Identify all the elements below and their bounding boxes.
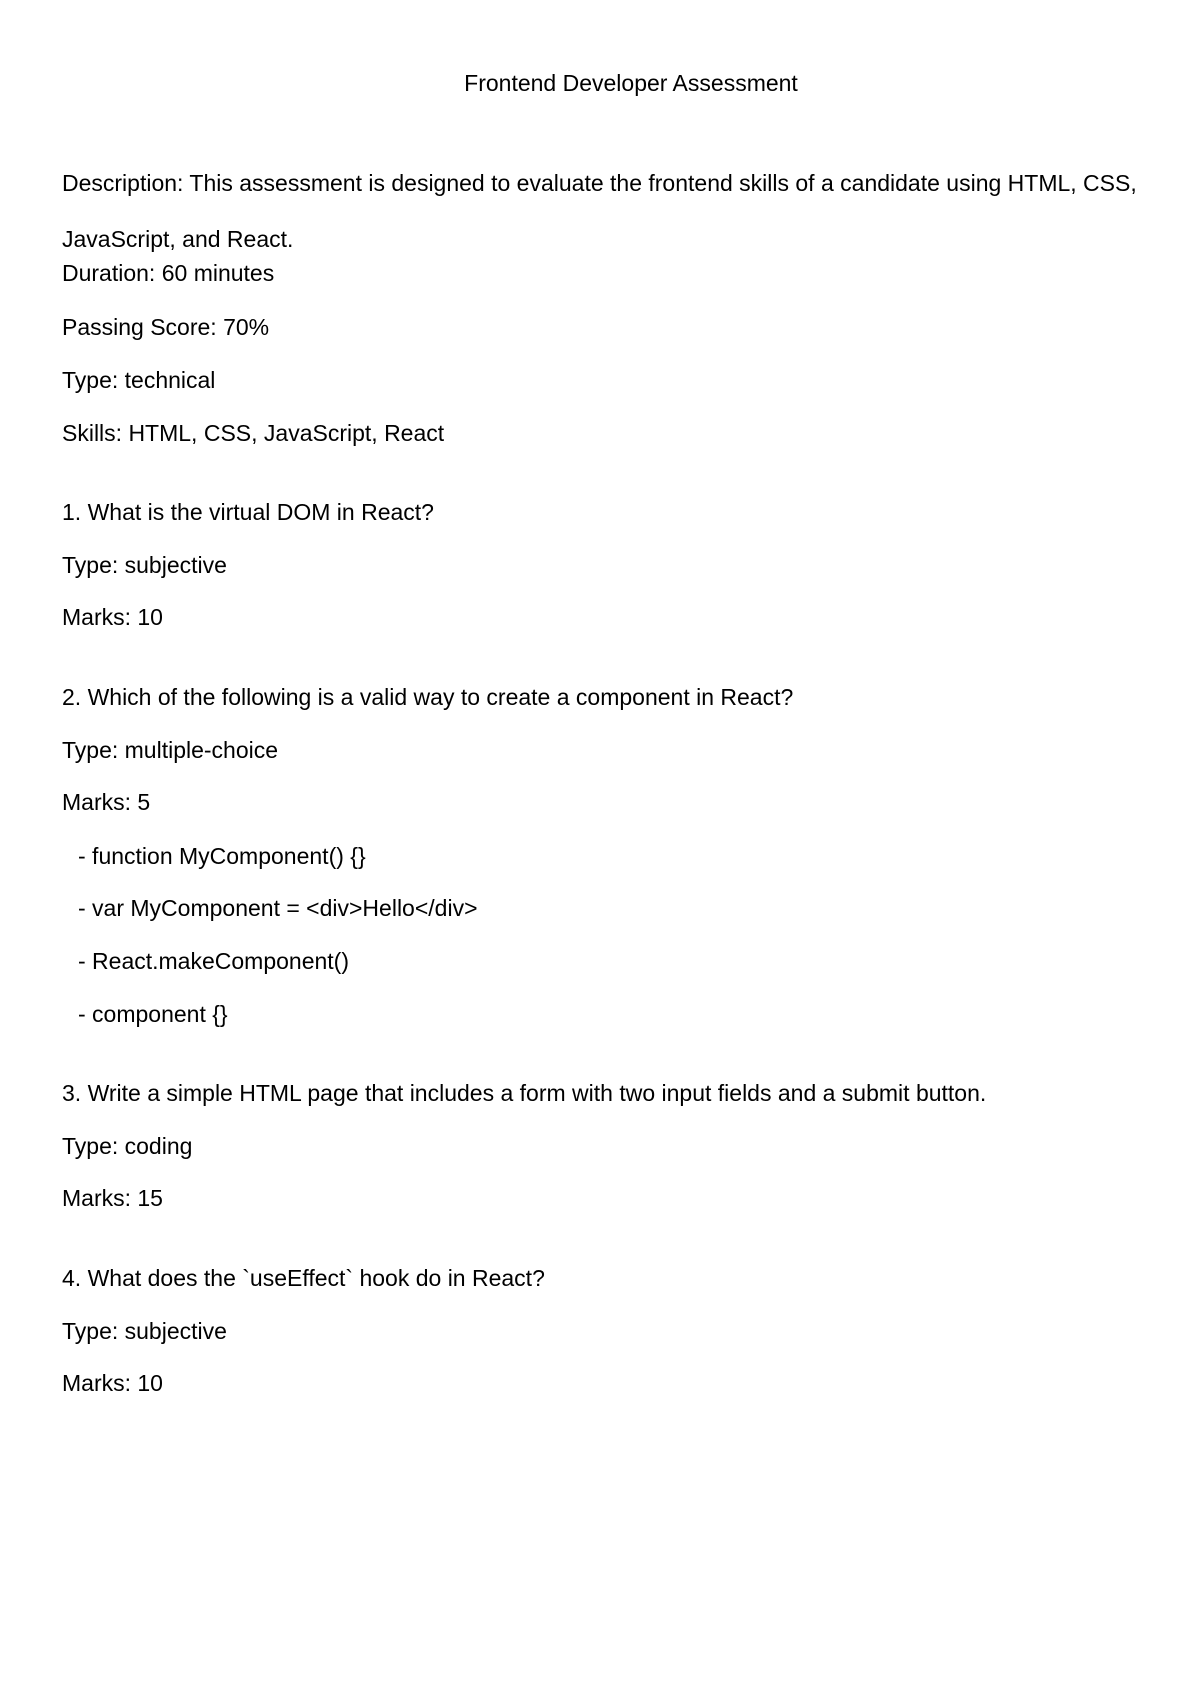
question-2-type: Type: multiple-choice: [62, 737, 279, 763]
question-1-prompt: 1. What is the virtual DOM in React?: [62, 499, 434, 525]
question-1-marks: Marks: 10: [62, 604, 163, 630]
assessment-type-text: Type: technical: [62, 367, 216, 393]
description-text: Description: This assessment is designed to evaluate the frontend skills of a candidate using HTML, CSS, JavaScript, and React.: [62, 170, 1137, 252]
question-3-marks: Marks: 15: [62, 1185, 163, 1211]
passing-score-text: Passing Score: 70%: [62, 314, 270, 340]
question-1-type: Type: subjective: [62, 552, 227, 578]
question-4-prompt: 4. What does the `useEffect` hook do in React?: [62, 1265, 545, 1291]
question-4-type: Type: subjective: [62, 1318, 227, 1344]
question-2-marks: Marks: 5: [62, 789, 151, 815]
duration-text: Duration: 60 minutes: [62, 260, 275, 286]
question-2-prompt: 2. Which of the following is a valid way to create a component in React?: [62, 684, 794, 710]
question-4-marks: Marks: 10: [62, 1370, 163, 1396]
skills-text: Skills: HTML, CSS, JavaScript, React: [62, 420, 445, 446]
question-3-prompt: 3. Write a simple HTML page that includes a form with two input fields and a submit button.: [62, 1080, 987, 1106]
question-2-option: - var MyComponent = <div>Hello</div>: [78, 895, 478, 921]
question-3-type: Type: coding: [62, 1133, 193, 1159]
question-2-option: - component {}: [78, 1001, 228, 1027]
question-2-option: - React.makeComponent(): [78, 948, 349, 974]
question-2-option: - function MyComponent() {}: [78, 843, 366, 869]
page-title: Frontend Developer Assessment: [464, 70, 798, 96]
